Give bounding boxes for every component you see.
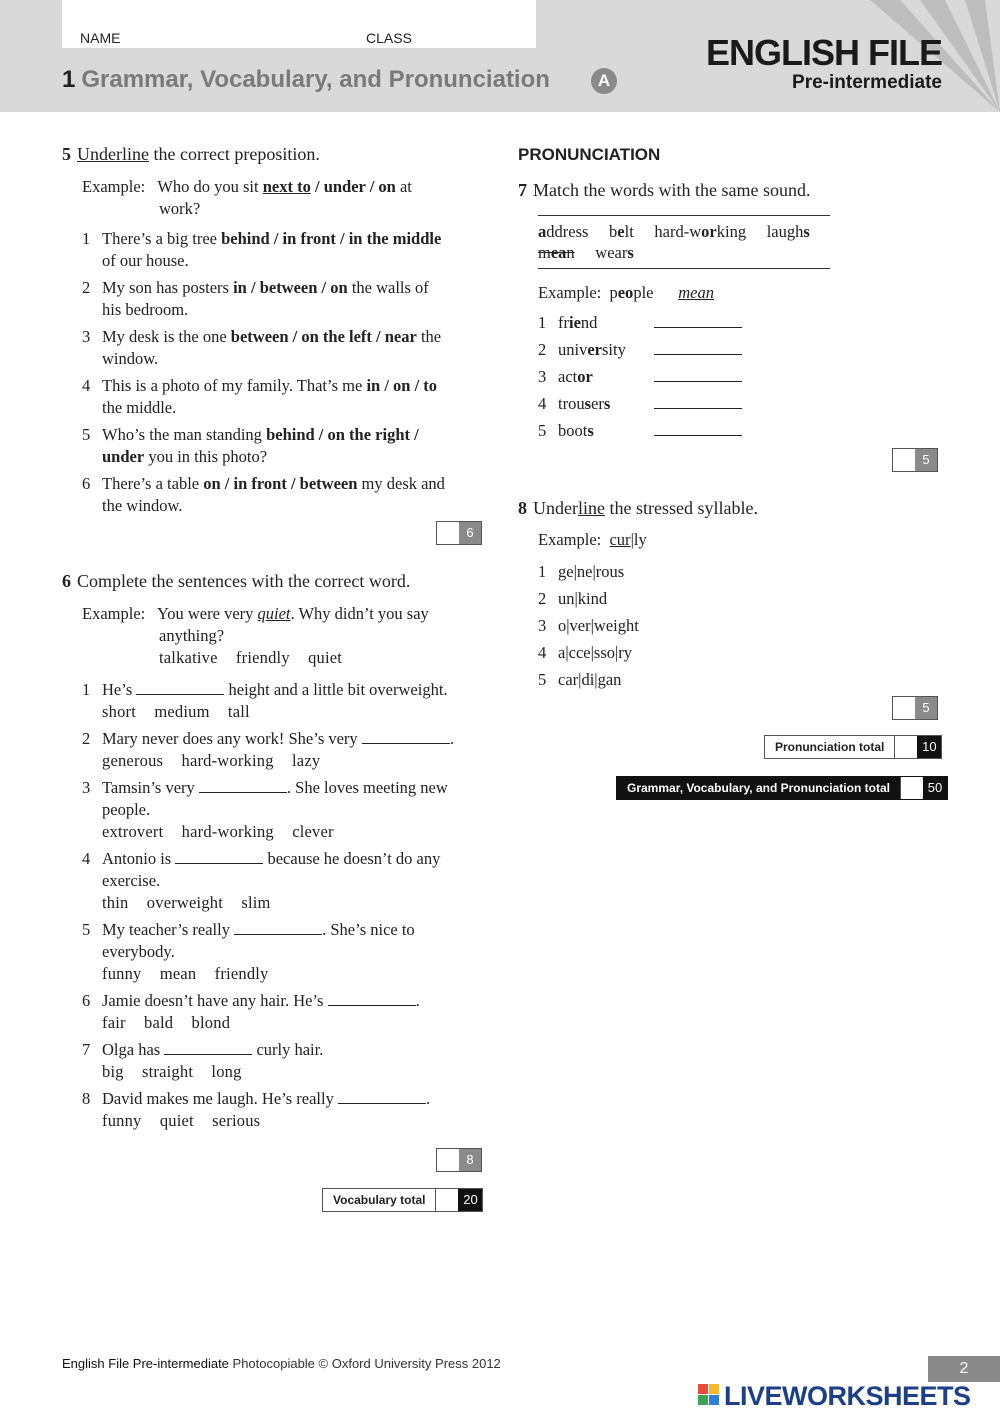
- item-indent: [82, 300, 102, 319]
- q8-instruction: 8 Underline the stressed syllable.: [518, 498, 758, 518]
- answer-blank[interactable]: [654, 367, 742, 382]
- list-item: [82, 326, 482, 370]
- item-number: 4: [82, 849, 91, 868]
- q8-example: Example: cur|ly: [538, 530, 647, 549]
- item-text: my desk and: [357, 474, 445, 493]
- answer-blank[interactable]: [654, 340, 742, 355]
- list-item: [82, 990, 482, 1034]
- q6-score-box: 8: [436, 1148, 482, 1172]
- answer-blank[interactable]: [362, 729, 450, 744]
- item-number: 2: [82, 729, 91, 748]
- word-options: fair bald blond: [102, 1013, 231, 1032]
- unit-number: 1: [62, 66, 76, 93]
- list-item: 3 actor: [538, 367, 742, 394]
- liveworksheets-logo-icon: [698, 1384, 720, 1406]
- score-input[interactable]: [437, 522, 459, 544]
- item-indent: [82, 496, 102, 515]
- q7-example: Example: people mean: [538, 283, 714, 302]
- q7-word-list: [538, 216, 830, 263]
- item-indent: [82, 398, 102, 417]
- answer-blank[interactable]: [654, 421, 742, 436]
- item-number: 6: [82, 474, 91, 493]
- item-number: 8: [82, 1089, 91, 1108]
- list-item: [82, 228, 482, 272]
- list-item: [82, 679, 482, 723]
- list-item: [82, 919, 482, 985]
- list-item: [82, 1088, 482, 1132]
- q5-score-box: 6: [436, 521, 482, 545]
- word-struck: mean: [538, 243, 575, 262]
- list-item: [538, 589, 639, 616]
- item-text: the: [416, 327, 442, 346]
- list-item: [82, 424, 482, 468]
- item-number: 6: [82, 991, 91, 1010]
- item-text: you in this photo?: [144, 447, 268, 466]
- item-number: 7: [82, 1040, 91, 1059]
- word-options: funny quiet serious: [102, 1111, 261, 1130]
- item-number: 3: [82, 778, 91, 797]
- grand-total: Grammar, Vocabulary, and Pronunciation total 50: [616, 776, 948, 800]
- liveworksheets-watermark: LIVEWORKSHEETS: [724, 1381, 971, 1411]
- item-text: height and a little bit overweight.: [224, 680, 448, 699]
- answer-blank[interactable]: [328, 991, 416, 1006]
- total-input[interactable]: [900, 777, 923, 799]
- word-options: extrovert hard-working clever: [102, 822, 334, 841]
- item-text: .: [415, 991, 420, 1010]
- answer-blank[interactable]: [234, 920, 322, 935]
- preposition-options[interactable]: behind / on the right /: [266, 425, 419, 444]
- name-label: NAME: [80, 30, 121, 46]
- q5-instruction: 5 Underline the correct preposition.: [62, 144, 320, 164]
- name-class-box: [62, 0, 536, 48]
- item-text: the middle.: [102, 398, 177, 417]
- q7-score-box: 5: [892, 448, 938, 472]
- item-number: 1: [82, 680, 91, 699]
- item-number: 5: [538, 670, 547, 689]
- item-text: . She’s nice to: [322, 920, 415, 939]
- score-input[interactable]: [437, 1149, 459, 1171]
- q5-items: [82, 228, 482, 522]
- list-item: 5 boots: [538, 421, 742, 448]
- item-text: his bedroom.: [102, 300, 189, 319]
- preposition-options[interactable]: behind / in front / in the middle: [221, 229, 442, 248]
- item-indent: [82, 349, 102, 368]
- list-item: [82, 728, 482, 772]
- item-number: 2: [538, 589, 547, 608]
- vocabulary-total: Vocabulary total 20: [322, 1188, 483, 1212]
- item-text: There’s a big tree: [102, 229, 222, 248]
- item-number: 1: [82, 229, 91, 248]
- item-number: 3: [82, 327, 91, 346]
- footer-copyright: English File Pre-intermediate Photocopiable © Oxford University Press 2012: [62, 1356, 501, 1371]
- word: wears: [595, 243, 634, 262]
- pronunciation-total: Pronunciation total 10: [764, 735, 942, 759]
- q7-items: [538, 313, 742, 448]
- word: address: [538, 222, 589, 241]
- answer-blank[interactable]: [164, 1040, 252, 1055]
- list-item: 2 university: [538, 340, 742, 367]
- item-text: everybody.: [102, 942, 175, 961]
- item-text: .: [425, 1089, 431, 1108]
- item-text: .: [449, 729, 454, 748]
- brand-block: [706, 34, 942, 94]
- item-number: 2: [82, 278, 91, 297]
- word: belt: [609, 222, 634, 241]
- item-text: because he doesn’t do any: [263, 849, 441, 868]
- list-item: 1 friend: [538, 313, 742, 340]
- item-number: 4: [538, 643, 547, 662]
- word-options: generous hard-working lazy: [102, 751, 321, 770]
- list-item: [82, 277, 482, 321]
- q6-example: Example: You were very quiet. Why didn’t you say anything? talkative friendly quiet: [82, 604, 429, 667]
- item-text: This is a photo of my family. That’s me: [102, 376, 367, 395]
- item-text: Who’s the man standing: [102, 425, 267, 444]
- item-text: window.: [102, 349, 159, 368]
- answer-blank[interactable]: [175, 849, 263, 864]
- word-options: thin overweight slim: [102, 893, 271, 912]
- total-input[interactable]: [435, 1189, 458, 1211]
- page-number: 2: [928, 1356, 1000, 1382]
- brand-title: ENGLISH FILE: [705, 32, 942, 73]
- syllable-word[interactable]: o|ver|weight: [558, 616, 639, 635]
- unit-title: [62, 66, 550, 94]
- list-item: 4 trousers: [538, 394, 742, 421]
- list-item: [538, 616, 639, 643]
- brand-level: Pre-intermediate: [792, 72, 942, 93]
- item-text: He’s: [102, 680, 137, 699]
- item-number: 5: [82, 425, 91, 444]
- answer-blank[interactable]: [654, 394, 742, 409]
- item-text: My desk is the one: [102, 327, 231, 346]
- item-number: 1: [538, 562, 547, 581]
- pronunciation-heading: PRONUNCIATION: [518, 145, 661, 164]
- answer-blank[interactable]: [136, 680, 224, 695]
- item-number: 4: [82, 376, 91, 395]
- list-item: [82, 777, 482, 843]
- list-item: [82, 375, 482, 419]
- answer-blank[interactable]: [338, 1089, 426, 1104]
- item-text: My teacher’s really: [102, 920, 235, 939]
- list-item: [82, 848, 482, 914]
- syllable-word[interactable]: a|cce|sso|ry: [558, 643, 633, 662]
- syllable-word[interactable]: car|di|gan: [558, 670, 622, 689]
- item-text: . She loves meeting new: [286, 778, 448, 797]
- item-number: 3: [538, 616, 547, 635]
- class-label: CLASS: [366, 30, 412, 46]
- answer-blank[interactable]: [199, 778, 287, 793]
- item-indent: [82, 447, 102, 466]
- q6-items: [82, 679, 482, 1137]
- list-item: [538, 670, 639, 697]
- list-item: [538, 562, 639, 589]
- q6-instruction: 6 Complete the sentences with the correct word.: [62, 571, 411, 591]
- q7-instruction: 7 Match the words with the same sound.: [518, 180, 811, 200]
- word-options: funny mean friendly: [102, 964, 269, 983]
- item-number: 5: [82, 920, 91, 939]
- score-input[interactable]: [893, 449, 915, 471]
- syllable-word[interactable]: ge|ne|rous: [558, 562, 625, 581]
- item-text: David makes me laugh. He’s really: [102, 1089, 338, 1108]
- item-text: people.: [102, 800, 151, 819]
- list-item: [82, 473, 482, 517]
- item-text: Mary never does any work! She’s very: [102, 729, 362, 748]
- preposition-options[interactable]: between / on the left / near: [230, 327, 417, 346]
- item-text: curly hair.: [252, 1040, 324, 1059]
- list-item: [538, 643, 639, 670]
- list-item: [82, 1039, 482, 1083]
- item-text: of our house.: [102, 251, 189, 270]
- answer-blank[interactable]: [654, 313, 742, 328]
- total-input[interactable]: [894, 736, 917, 758]
- preposition-options[interactable]: on / in front / between: [203, 474, 358, 493]
- word: hard-working: [654, 222, 747, 241]
- q7-word-box: [538, 215, 830, 269]
- q5-example: Example: Who do you sit next to / under / on at work?: [82, 177, 412, 218]
- item-text: There’s a table: [102, 474, 204, 493]
- q8-score-box: 5: [892, 696, 938, 720]
- q8-items: [538, 562, 639, 697]
- word: laughs: [766, 222, 810, 241]
- preposition-options[interactable]: in / on / to: [366, 376, 438, 395]
- item-indent: [82, 251, 102, 270]
- preposition-options[interactable]: under: [102, 447, 145, 466]
- version-badge: A: [591, 68, 617, 94]
- item-text: Jamie doesn’t have any hair. He’s: [102, 991, 328, 1010]
- unit-title-text: Grammar, Vocabulary, and Pronunciation: [81, 66, 550, 93]
- preposition-options[interactable]: in / between / on: [233, 278, 348, 297]
- score-input[interactable]: [893, 697, 915, 719]
- item-text: Antonio is: [102, 849, 176, 868]
- syllable-word[interactable]: un|kind: [558, 589, 608, 608]
- item-text: the walls of: [347, 278, 429, 297]
- word-options: big straight long: [102, 1062, 242, 1081]
- item-text: exercise.: [102, 871, 161, 890]
- item-text: Olga has: [102, 1040, 165, 1059]
- word-options: short medium tall: [102, 702, 250, 721]
- item-text: the window.: [102, 496, 183, 515]
- item-text: Tamsin’s very: [102, 778, 199, 797]
- item-text: My son has posters: [102, 278, 234, 297]
